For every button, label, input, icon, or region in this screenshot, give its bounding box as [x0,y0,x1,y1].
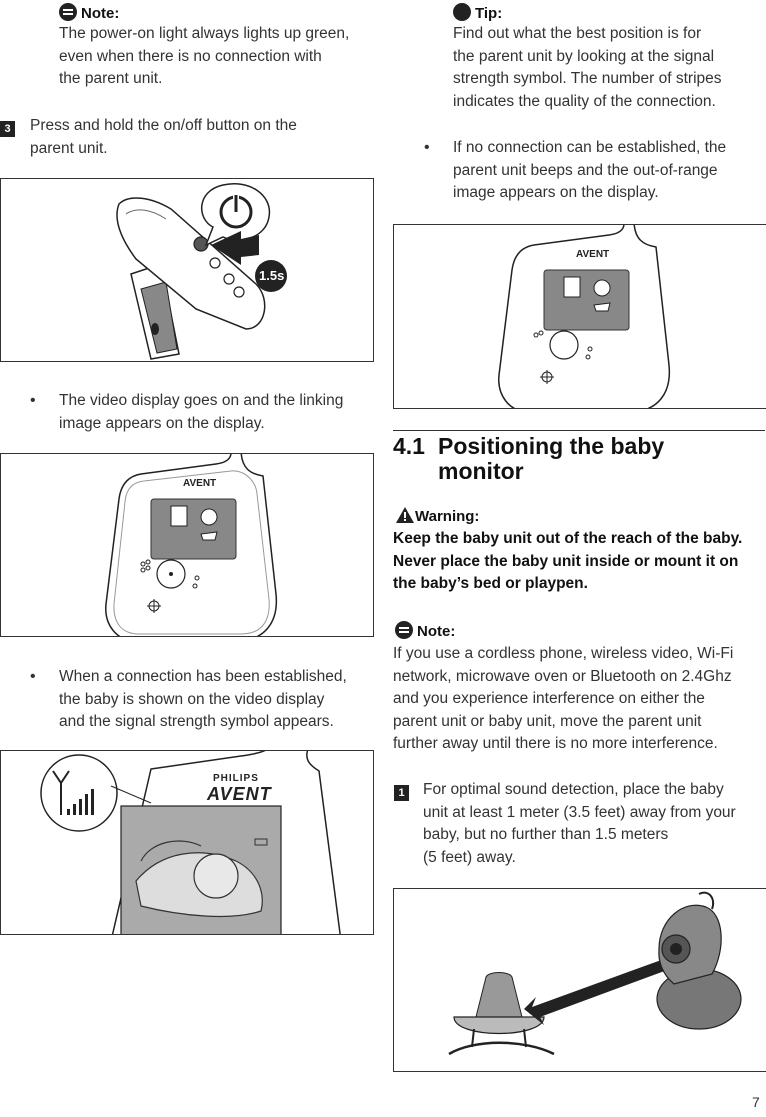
note-icon [395,621,413,639]
note-icon [59,3,77,21]
note-line: network, microwave oven or Bluetooth on 2.4Ghz [393,667,732,685]
note-label: Note: [81,5,120,22]
section-title-line: Positioning the baby [438,433,665,459]
note-2-text [393,643,765,756]
note-heading [59,3,119,23]
step-line: (5 feet) away. [423,848,516,866]
note-2-heading [395,621,455,641]
step-3-text [30,115,360,160]
distance-illustration [394,889,766,1071]
figure-out-of-range [393,224,766,409]
section-title [438,434,758,484]
step-line: baby, but no further than 1.5 meters [423,826,669,843]
tip-icon [453,3,471,21]
distance-label: >1-1.5m / 3.5-5ft [532,927,637,980]
note-line: If you use a cordless phone, wireless video, Wi-Fi [393,645,734,662]
section-number: 4.1 [393,433,425,459]
bullet-line: image appears on the display. [453,184,659,201]
press-duration-badge: 1.5s [259,268,285,283]
step-1-text [423,779,766,869]
figure-linking-display [0,453,374,637]
svg-text:AVENT: AVENT [183,478,217,489]
step-line: For optimal sound detection, place the baby [423,781,724,798]
warning-label: Warning: [415,508,480,525]
bullet-connection-text [59,666,379,734]
bullet-line: When a connection has been established, [59,668,347,685]
tip-heading [453,3,502,23]
note-line: even when there is no connection with [59,47,322,65]
tip-label: Tip: [475,5,503,22]
warning-line: the baby’s bed or playpen. [393,575,588,592]
bullet-dot: • [30,668,36,685]
note-text [59,23,379,91]
note-line: further away until there is no more interference. [393,735,718,752]
bullet-line: image appears on the display. [59,414,265,432]
step-1-number: 1 [394,783,409,801]
note-line: and you experience interference on either the [393,690,705,707]
tip-line: the parent unit by looking at the signal [453,47,715,65]
tip-line: Find out what the best position is for [453,25,702,42]
bullet-line: the baby is shown on the video display [59,690,325,708]
bullet-dot: • [30,392,36,409]
tip-line: indicates the quality of the connection. [453,92,716,110]
step-line: parent unit. [30,139,108,157]
bullet-line: If no connection can be established, the [453,139,727,156]
warning-text [393,528,765,596]
bullet-no-connection-text [453,137,763,205]
warning-icon [395,506,415,524]
page-number: 7 [752,1094,760,1110]
figure-distance [393,888,766,1072]
tip-line: strength symbol. The number of stripes [453,70,722,87]
linking-display-illustration [1,454,373,636]
note-line: The power-on light always lights up green, [59,25,350,42]
figure-press-power [0,178,374,362]
out-of-range-illustration [394,225,766,408]
note-line: parent unit or baby unit, move the parent unit [393,712,702,730]
parent-unit-illustration [1,179,373,361]
section-title-line: monitor [438,458,524,484]
warning-line: Keep the baby unit out of the reach of the baby. [393,530,743,547]
figure-baby-display [0,750,374,935]
bullet-line: The video display goes on and the linking [59,392,344,409]
warning-heading [395,506,479,526]
bullet-line: parent unit beeps and the out-of-range [453,161,718,179]
baby-display-illustration [1,751,373,934]
note-label: Note: [417,623,456,640]
step-3-number: 3 [0,119,15,137]
svg-text:AVENT: AVENT [576,249,610,260]
bullet-dot: • [424,139,430,156]
note-line: the parent unit. [59,70,163,87]
tip-text [453,23,763,113]
bullet-line: and the signal strength symbol appears. [59,713,334,730]
step-line: Press and hold the on/off button on the [30,117,297,134]
section-rule [393,430,765,431]
step-line: unit at least 1 meter (3.5 feet) away from your [423,803,736,821]
brand-philips: PHILIPS [213,773,259,784]
bullet-linking-text [59,390,379,435]
warning-line: Never place the baby unit inside or mount it on [393,552,739,570]
brand-avent: AVENT [207,784,272,804]
